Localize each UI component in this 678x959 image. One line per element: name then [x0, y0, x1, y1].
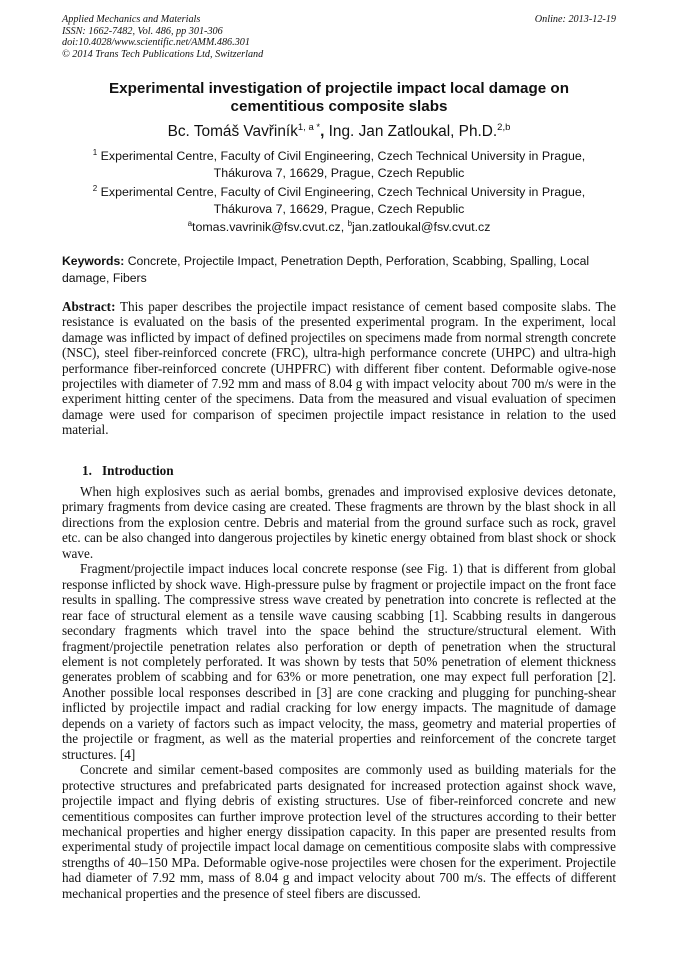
doi-line: doi:10.4028/www.scientific.net/AMM.486.301 — [62, 37, 250, 49]
affiliation-1 — [62, 148, 616, 182]
introduction-body — [62, 484, 616, 901]
affiliation-2-line-1: Experimental Centre, Faculty of Civil Engineering, Czech Technical University in Prague, — [97, 185, 586, 199]
email-b-marker: b — [347, 219, 353, 228]
email-b[interactable]: jan.zatloukal@fsv.cvut.cz — [352, 220, 491, 234]
paragraph: Fragment/projectile impact induces local concrete response (see Fig. 1) that is different from global response inflicted by shock wave. High-pressure pulse by fragment or projectile impact on the front face results in spalling. The compressive stress wave created by penetration into concrete is reflected at the rear face of structural element as a tensile wave causing scabbing [1]. Scabbing results in dangerous secondary fragments which travel into the space behind the structure/structural element. With fragment/projectile penetration relates also perforation or depth of penetration when the structural element is not completely perforated. It was shown by tests that 50% penetration of element thickness generates problem of scabbing and for 63% or more penetration, one may expect full perforation [2]. Another possible local responses described in [3] are cone cracking and plugging for punching-shear inflicted by projectile impact and radial cracking for low energy impacts. The magnitude of damage depends on a variety of factors such as impact velocity, the mass, geometry and material properties of the projectile or fragment, as well as the material properties and reinforcement of the concrete target structures. [4] — [62, 561, 616, 762]
paragraph: Concrete and similar cement-based composites are commonly used as building materials for the protective structures and prefabricated parts designated for increased protection against shock wave, projectile impact and flying debris of existing structures. Use of fiber-reinforced concrete and new cementitious composites can further improve protection level of the structures according to their better mechanical properties and higher energy dissipation capacity. In this paper are presented results from experimental study of projectile impact local damage on cementitious composite slabs with compressive strengths of 40–150 MPa. Deformable ogive-nose projectiles were chosen for the experiment. Projectile had diameter of 7.92 mm, mass of 8.04 g and impact velocity about 700 m/s. The effects of different mechanical properties and the presence of steel fibers are discussed. — [62, 762, 616, 901]
author-list — [62, 122, 616, 141]
affiliation-2 — [62, 184, 616, 218]
abstract — [62, 299, 616, 438]
abstract-text: This paper describes the projectile impact resistance of cement based composite slabs. The resistance is evaluated on the basis of the presented experimental program. In the experiment, local damage was inflicted by impact of defined projectiles on specimens made from normal strength concrete (NSC), steel fiber-reinforced concrete (FRC), ultra-high performance concrete (UHPC) and ultra-high performance fiber-reinforced concrete (UHPFRC) with different fiber content. Deformable ogive-nose projectiles with diameter of 7.92 mm and mass of 8.04 g with impact velocity about 700 m/s were in the experiment hitting center of the specimens. Data from the measured and visual evaluation of specimen damage were used for comparison of specimen projectile impact resistance in relation to the used material. — [62, 299, 616, 438]
email-a[interactable]: tomas.vavrinik@fsv.cvut.cz, — [192, 220, 348, 234]
affiliation-1-line-2: Thákurova 7, 16629, Prague, Czech Republic — [213, 166, 465, 180]
affiliation-1-marker: 1 — [92, 148, 98, 157]
author-1-superscript: 1, a * — [297, 122, 321, 133]
author-separator: , — [320, 123, 325, 140]
affiliation-2-line-2: Thákurova 7, 16629, Prague, Czech Republic — [213, 202, 465, 216]
paragraph: When high explosives such as aerial bombs, grenades and improvised explosive devices detonate, primary fragments from device casing are created. These fragments are thrown by the blast shock in all directions from the explosion centre. Debris and material from the ground surface such as rock, gravel etc. can be also changed into dangerous projectiles by kinetic energy obtained from blast shock or shock wave. — [62, 484, 616, 561]
section-number: 1. — [82, 463, 92, 478]
title-line-2: cementitious composite slabs — [230, 98, 448, 115]
author-1-name: Bc. Tomáš Vavřiník — [167, 123, 298, 140]
author-2-superscript: 2,b — [497, 122, 511, 133]
affiliation-1-line-1: Experimental Centre, Faculty of Civil Engineering, Czech Technical University in Prague, — [97, 149, 586, 163]
issn-line: ISSN: 1662-7482, Vol. 486, pp 301-306 — [62, 25, 223, 37]
keywords — [62, 253, 616, 287]
keywords-label: Keywords: — [62, 254, 125, 268]
journal-header — [62, 14, 616, 60]
journal-name: Applied Mechanics and Materials — [62, 14, 201, 25]
keywords-text: Concrete, Projectile Impact, Penetration Depth, Perforation, Scabbing, Spalling, Local damage, Fibers — [62, 254, 590, 285]
title-line-1: Experimental investigation of projectile impact local damage on — [109, 80, 569, 97]
author-2-name: Ing. Jan Zatloukal, Ph.D. — [324, 123, 498, 140]
author-emails — [62, 219, 616, 236]
copyright-line: © 2014 Trans Tech Publications Ltd, Switzerland — [62, 48, 264, 60]
abstract-label: Abstract: — [62, 299, 116, 314]
online-date: Online: 2013-12-19 — [534, 14, 616, 25]
affiliation-2-marker: 2 — [92, 184, 98, 193]
email-a-marker: a — [187, 219, 193, 228]
section-heading-introduction — [82, 463, 174, 479]
paper-title — [62, 80, 616, 116]
section-title: Introduction — [102, 463, 174, 478]
